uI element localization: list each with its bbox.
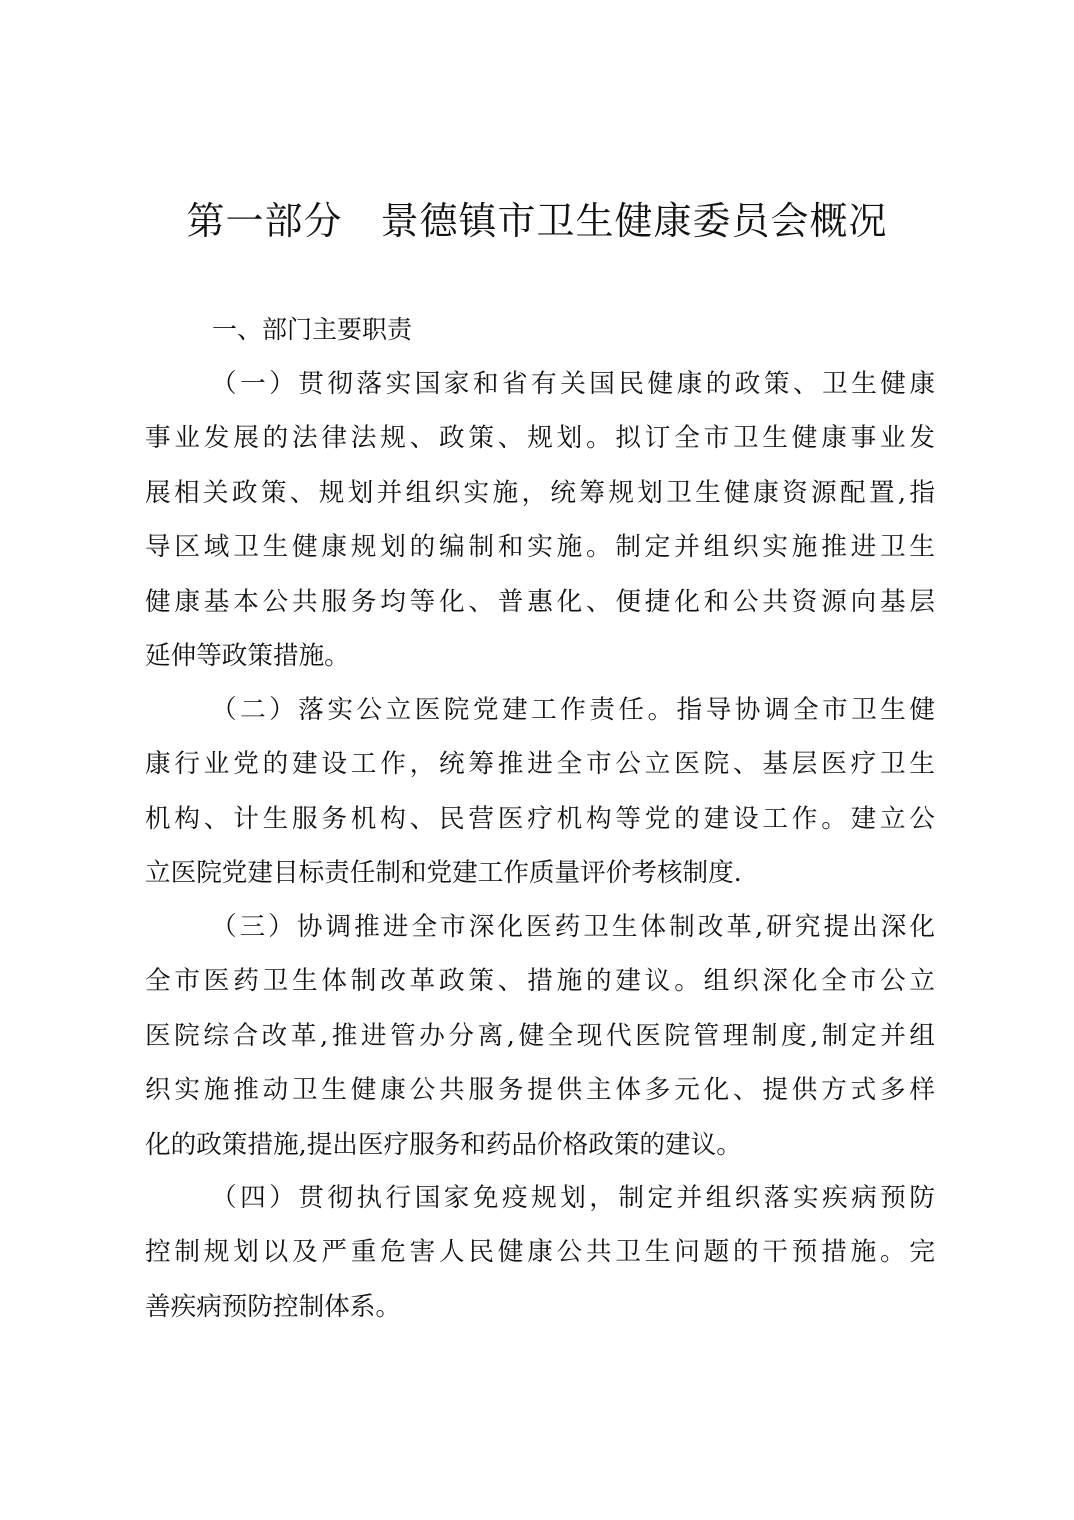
paragraph-line: 延伸等政策措施。 (145, 640, 350, 671)
paragraph-line: 机构、计生服务机构、民营医疗机构等党的建设工作。建立公 (145, 803, 935, 834)
paragraph-line: 全市医药卫生体制改革政策、措施的建议。组织深化全市公立 (145, 966, 935, 997)
paragraph-line: 织实施推动卫生健康公共服务提供主体多元化、提供方式多样 (145, 1075, 935, 1106)
title-name: 景德镇市卫生健康委员会概况 (380, 199, 888, 243)
paragraph-line: （四）贯彻执行国家免疫规划，制定并组织落实疾病预防 (211, 1183, 935, 1213)
paragraph-3 (145, 900, 935, 1172)
paragraph-line: 康行业党的建设工作，统筹推进全市公立医院、基层医疗卫生 (145, 749, 935, 780)
section-heading: 一、部门主要职责 (212, 315, 413, 344)
paragraph-line: 展相关政策、规划并组织实施，统筹规划卫生健康资源配置,指 (145, 477, 935, 508)
paragraph-1 (145, 357, 935, 683)
page-title (0, 196, 1074, 246)
paragraph-line: 健康基本公共服务均等化、普惠化、便捷化和公共资源向基层 (145, 586, 935, 617)
paragraph-line: 立医院党建目标责任制和党建工作质量评价考核制度. (145, 858, 742, 889)
paragraph-line: 化的政策措施,提出医疗服务和药品价格政策的建议。 (145, 1129, 742, 1160)
paragraph-line: 医院综合改革,推进管办分离,健全现代医院管理制度,制定并组 (145, 1020, 935, 1051)
paragraph-line: 控制规划以及严重危害人民健康公共卫生问题的干预措施。完 (145, 1237, 935, 1268)
paragraph-4 (145, 1171, 935, 1334)
title-part: 第一部分 (186, 199, 343, 243)
paragraph-line: 事业发展的法律法规、政策、规划。拟订全市卫生健康事业发 (145, 423, 935, 454)
paragraph-2 (145, 683, 935, 901)
paragraph-line: 善疾病预防控制体系。 (145, 1291, 401, 1322)
paragraph-line: （二）落实公立医院党建工作责任。指导协调全市卫生健 (211, 695, 935, 725)
paragraph-line: （一）贯彻落实国家和省有关国民健康的政策、卫生健康 (211, 369, 935, 399)
paragraph-line: 导区域卫生健康规划的编制和实施。制定并组织实施推进卫生 (145, 532, 935, 563)
paragraph-line: （三）协调推进全市深化医药卫生体制改革,研究提出深化 (211, 912, 935, 942)
